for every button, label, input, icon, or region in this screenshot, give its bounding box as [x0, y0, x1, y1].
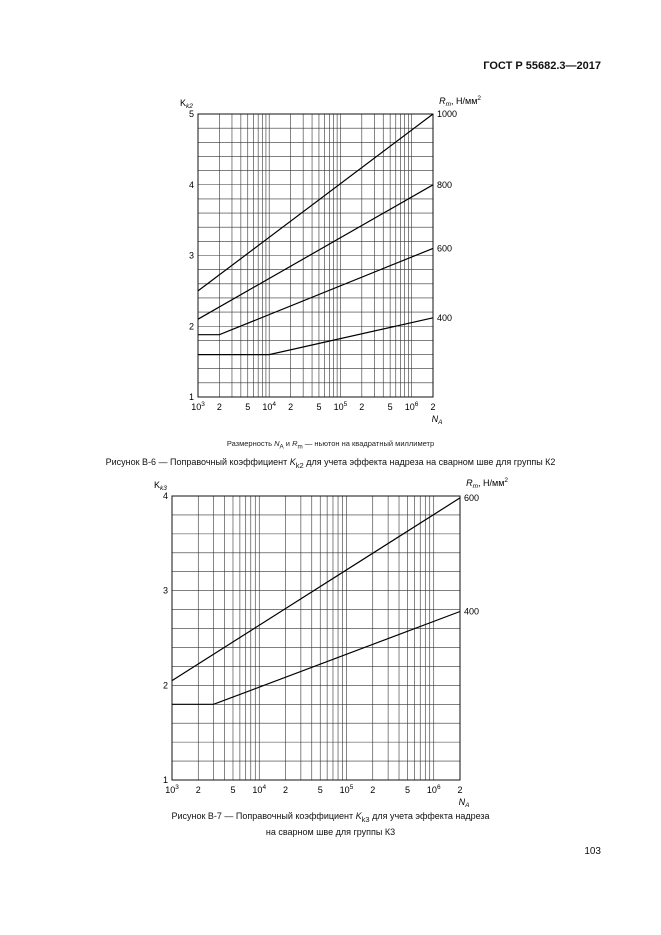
x-tick-label: 5: [230, 785, 236, 795]
x-tick-label: 2: [430, 402, 436, 412]
x-tick-label: 2: [195, 785, 201, 795]
y-tick-label: 4: [162, 491, 168, 501]
x-tick-label: 2: [288, 402, 294, 412]
y-tick-label: 1: [162, 775, 168, 785]
x-tick-label: $10^4$: [262, 401, 277, 412]
x-tick-label: 2: [283, 785, 289, 795]
series-label-600: 600: [437, 243, 453, 254]
x-tick-label: $10^4$: [252, 784, 267, 795]
page-number: 103: [584, 846, 601, 857]
y-axis-label: $K_{k3}$: [154, 480, 167, 492]
x-tick-label: 5: [316, 402, 322, 412]
x-tick-label: $10^5$: [339, 784, 354, 795]
y-tick-label: 4: [188, 179, 194, 190]
y-axis-label: $K_{k2}$: [180, 98, 193, 110]
x-axis-label: $N_A$: [431, 414, 443, 426]
y-tick-label: 1: [188, 392, 194, 402]
figure-caption-b6: Рисунок В-6 — Поправочный коэффициент $K_{k2}$ для учета эффекта надреза на сварном шве для группы К2: [105, 457, 556, 470]
x-tick-label: 5: [387, 402, 393, 412]
y-tick-label: 2: [188, 321, 194, 332]
series-label-title: $R_m$, $Н/мм^2$: [439, 95, 481, 108]
x-tick-label: $10^3$: [165, 784, 179, 795]
y-tick-label: 3: [162, 585, 168, 596]
x-tick-label: 2: [370, 785, 376, 795]
document-header: ГОСТ Р 55682.3—2017: [483, 60, 601, 72]
series-label-1000: 1000: [437, 109, 458, 119]
y-tick-label: 3: [188, 250, 194, 261]
x-tick-label: $10^3$: [191, 401, 205, 412]
x-tick-label: 2: [216, 402, 222, 412]
x-tick-label: 2: [359, 402, 365, 412]
x-tick-label: $10^6$: [426, 784, 441, 795]
x-tick-label: 2: [457, 785, 463, 795]
x-tick-label: $10^6$: [404, 401, 419, 412]
plot-frame: [172, 496, 460, 780]
x-tick-label: 5: [245, 402, 251, 412]
series-label-800: 800: [437, 179, 453, 190]
series-label-400: 400: [437, 312, 453, 323]
x-tick-label: $10^5$: [333, 401, 348, 412]
x-tick-label: 5: [317, 785, 323, 795]
x-axis-label: $N_A$: [458, 797, 470, 809]
figure-caption-b7: Рисунок В-7 — Поправочный коэффициент $K_{k3}$ для учета эффекта надреза на сварном шве для группы К3: [171, 811, 490, 837]
series-label-title: $R_m$, $Н/мм^2$: [466, 477, 508, 490]
series-line-600: [172, 498, 460, 681]
series-label-400: 400: [464, 606, 480, 617]
chart-units-note: Размерность $N_A$ и $R_m$ — ньютон на квадратный миллиметр: [226, 439, 435, 451]
x-tick-label: 5: [404, 785, 410, 795]
y-tick-label: 5: [188, 109, 194, 119]
series-line-400: [172, 612, 460, 705]
y-tick-label: 2: [162, 680, 168, 691]
series-label-600: 600: [464, 492, 480, 503]
